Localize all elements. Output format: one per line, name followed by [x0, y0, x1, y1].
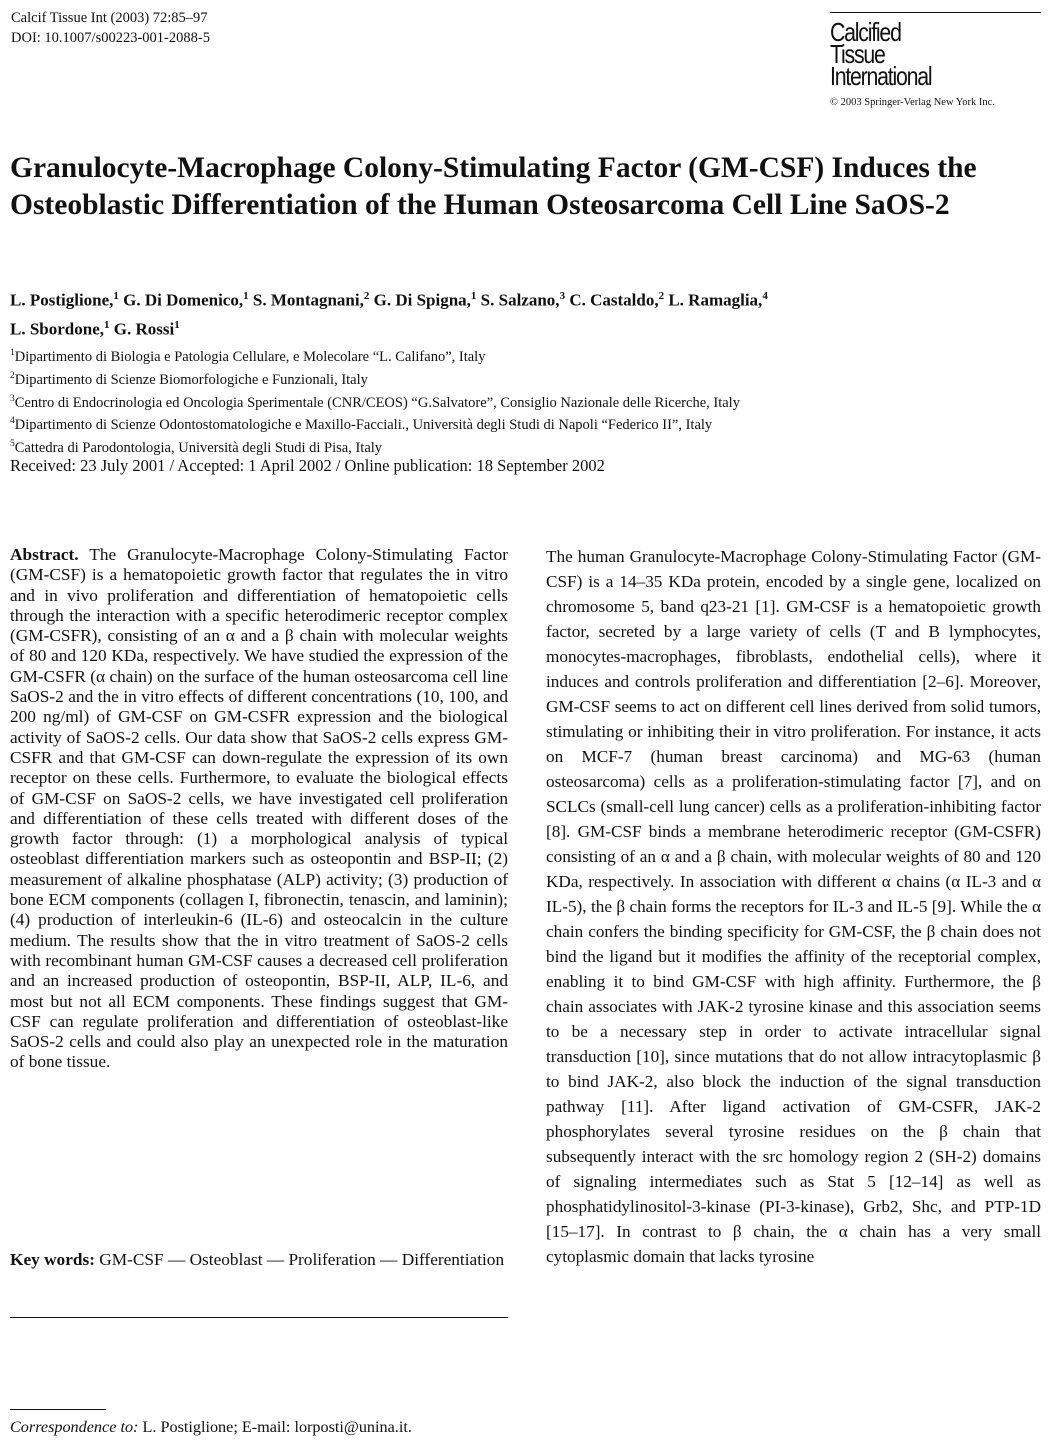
affiliation-item: $^2$Dipartimento di Scienze Biomorfologiche e Funzionali, Italy	[10, 370, 368, 388]
affiliation-list	[10, 344, 1050, 458]
author-name: S. Salzano,	[480, 290, 560, 310]
article-title: Granulocyte-Macrophage Colony-Stimulating Factor (GM-CSF) Induces the Osteoblastic Differentiation of the Human Osteosarcoma Cell Line SaOS-2	[10, 152, 977, 221]
author-affiliation-mark: 1	[174, 318, 180, 331]
journal-doi: DOI: 10.1007/s00223-001-2088-5	[11, 30, 210, 46]
author-affiliation-mark: 3	[559, 290, 566, 302]
publication-dates: Received: 23 July 2001 / Accepted: 1 April 2002 / Online publication: 18 September 2002	[10, 456, 605, 475]
author-name: L. Sbordone,	[10, 319, 104, 339]
author-list	[10, 284, 1040, 341]
author-affiliation-mark: 2	[658, 290, 665, 302]
journal-logo-wordmark	[830, 17, 1003, 91]
footnote-divider	[10, 1409, 106, 1410]
author-affiliation-mark: 1	[243, 290, 249, 302]
author-affiliation-mark: 1	[470, 290, 477, 302]
author-affiliation-mark: 4	[762, 290, 768, 302]
correspondence-label: Correspondence to:	[10, 1418, 139, 1436]
affiliation-item: $^5$Cattedra di Parodontologia, Università degli Studi di Pisa, Italy	[10, 439, 383, 457]
affiliation-item: $^3$Centro di Endocrinologia ed Oncologia Sperimentale (CNR/CEOS) “G.Salvatore”, Consiglio Nazionale delle Ricerche, Italy	[10, 393, 740, 411]
author-name: G. Di Spigna,	[373, 290, 471, 310]
keywords-label: Key words:	[10, 1250, 95, 1269]
author-name: S. Montagnani,	[252, 290, 364, 310]
correspondence-text: L. Postiglione; E-mail: lorposti@unina.it.	[142, 1418, 412, 1436]
correspondence-footnote	[10, 1418, 412, 1437]
copyright-notice: © 2003 Springer-Verlag New York Inc.	[830, 97, 995, 108]
journal-header	[11, 8, 210, 48]
affiliation-item: $^1$Dipartimento di Biologia e Patologia Cellulare, e Molecolare “L. Califano”, Italy	[10, 348, 486, 365]
abstract-label: Abstract.	[10, 545, 79, 564]
logo-line: Tissue	[830, 39, 885, 69]
author-affiliation-mark: 2	[363, 290, 370, 302]
author-name: G. Rossi	[113, 319, 175, 339]
author-affiliation-mark: 1	[113, 290, 119, 302]
author-affiliation-mark: 1	[104, 318, 110, 331]
author-name: G. Di Domenico,	[123, 290, 244, 310]
author-name: C. Castaldo,	[569, 290, 659, 310]
logo-line: International	[830, 61, 932, 91]
keywords-text: GM-CSF — Osteoblast — Proliferation — Differentiation	[99, 1250, 505, 1269]
section-divider	[10, 1317, 508, 1318]
author-name: L. Ramaglia,	[668, 290, 763, 310]
author-name: L. Postiglione,	[10, 290, 114, 310]
logo-line: Calcified	[830, 17, 901, 47]
journal-citation: Calcif Tissue Int (2003) 72:85–97	[11, 10, 208, 26]
affiliation-item: $^4$Dipartimento di Scienze Odontostomatologiche e Maxillo-Facciali., Università degli Studi di Napoli “Federico II”, Italy	[10, 416, 713, 434]
journal-logo	[830, 12, 1041, 108]
abstract-text: The Granulocyte-Macrophage Colony-Stimulating Factor (GM-CSF) is a hematopoietic growth factor that regulates the in vitro and in vivo proliferation and differentiation of hematopoietic cells through the interaction with a specific heterodimeric receptor complex (GM-CSFR), consisting of an α and a β chain with molecular weights of 80 and 120 KDa, respectively. We have studied the expression of the GM-CSFR (α chain) on the surface of the human osteosarcoma cell line SaOS-2 and the in vitro effects of different concentrations (10, 100, and 200 ng/ml) of GM-CSF on GM-CSFR expression and the biological activity of SaOS-2 cells. Our data show that SaOS-2 cells express GM-CSFR and that GM-CSF can down-regulate the expression of its own receptor on these cells. Furthermore, to evaluate the biological effects of GM-CSF on SaOS-2 cells, we have investigated cell proliferation and differentiation of these cells treated with different doses of the growth factor through: (1) a morphological analysis of typical osteoblast differentiation markers such as osteopontin and BSP-II; (2) measurement of alkaline phosphatase (ALP) activity; (3) production of bone ECM components (collagen I, fibronectin, tenascin, and laminin); (4) production of interleukin-6 (IL-6) and osteocalcin in the culture medium. The results show that the in vitro treatment of SaOS-2 cells with recombinant human GM-CSF causes a decreased cell proliferation and an increased production of osteopontin, BSP-II, ALP, IL-6, and most but not all ECM components. These findings suggest that GM-CSF can regulate proliferation and differentiation of osteoblast-like SaOS-2 cells and could also play an unexpected role in the maturation of bone tissue.	[10, 545, 508, 1072]
introduction-text: The human Granulocyte-Macrophage Colony-Stimulating Factor (GM-CSF) is a 14–35 KDa protein, encoded by a single gene, localized on chromosome 5, band q23-21 [1]. GM-CSF is a hematopoietic growth factor, secreted by a large variety of cells (T and B lymphocytes, monocytes-macrophages, fibroblasts, endothelial cells), where it induces and controls proliferation and differentiation [2–6]. Moreover, GM-CSF seems to act on different cell lines derived from solid tumors, stimulating or inhibiting their in vitro proliferation. For instance, it acts on MCF-7 (human breast carcinoma) and MG-63 (human osteosarcoma) cells as a proliferation-stimulating factor [7], and on SCLCs (small-cell lung cancer) cells as a proliferation-inhibiting factor [8]. GM-CSF binds a membrane heterodimeric receptor (GM-CSFR) consisting of an α and a β chain, with molecular weights of 80 and 120 KDa, respectively. In association with different α chains (α IL-3 and α IL-5), the β chain forms the receptors for IL-3 and IL-5 [9]. While the α chain confers the binding specificity for GM-CSF, the β chain does not bind the ligand but it modifies the affinity of the receptorial complex, enabling it to bind GM-CSF with high affinity. Furthermore, the β chain associates with JAK-2 tyrosine kinase and this association seems to be a necessary step in order to activate intracellular signal transduction [10], since mutations that do not allow intracytoplasmic β to bind JAK-2, also block the induction of the signal transduction pathway [11]. After ligand activation of GM-CSFR, JAK-2 phosphorylates several tyrosine residues on the β chain that subsequently interact with the src homology region 2 (SH-2) domains of signaling intermediates such as Stat 5 [12–14] as well as phosphatidylinositol-3-kinase (PI-3-kinase), Grb2, Shc, and PTP-1D [15–17]. In contrast to β chain, the α chain has a very small cytoplasmic domain that lacks tyrosine	[546, 547, 1041, 1266]
keywords	[10, 1250, 508, 1270]
abstract	[10, 545, 508, 1073]
